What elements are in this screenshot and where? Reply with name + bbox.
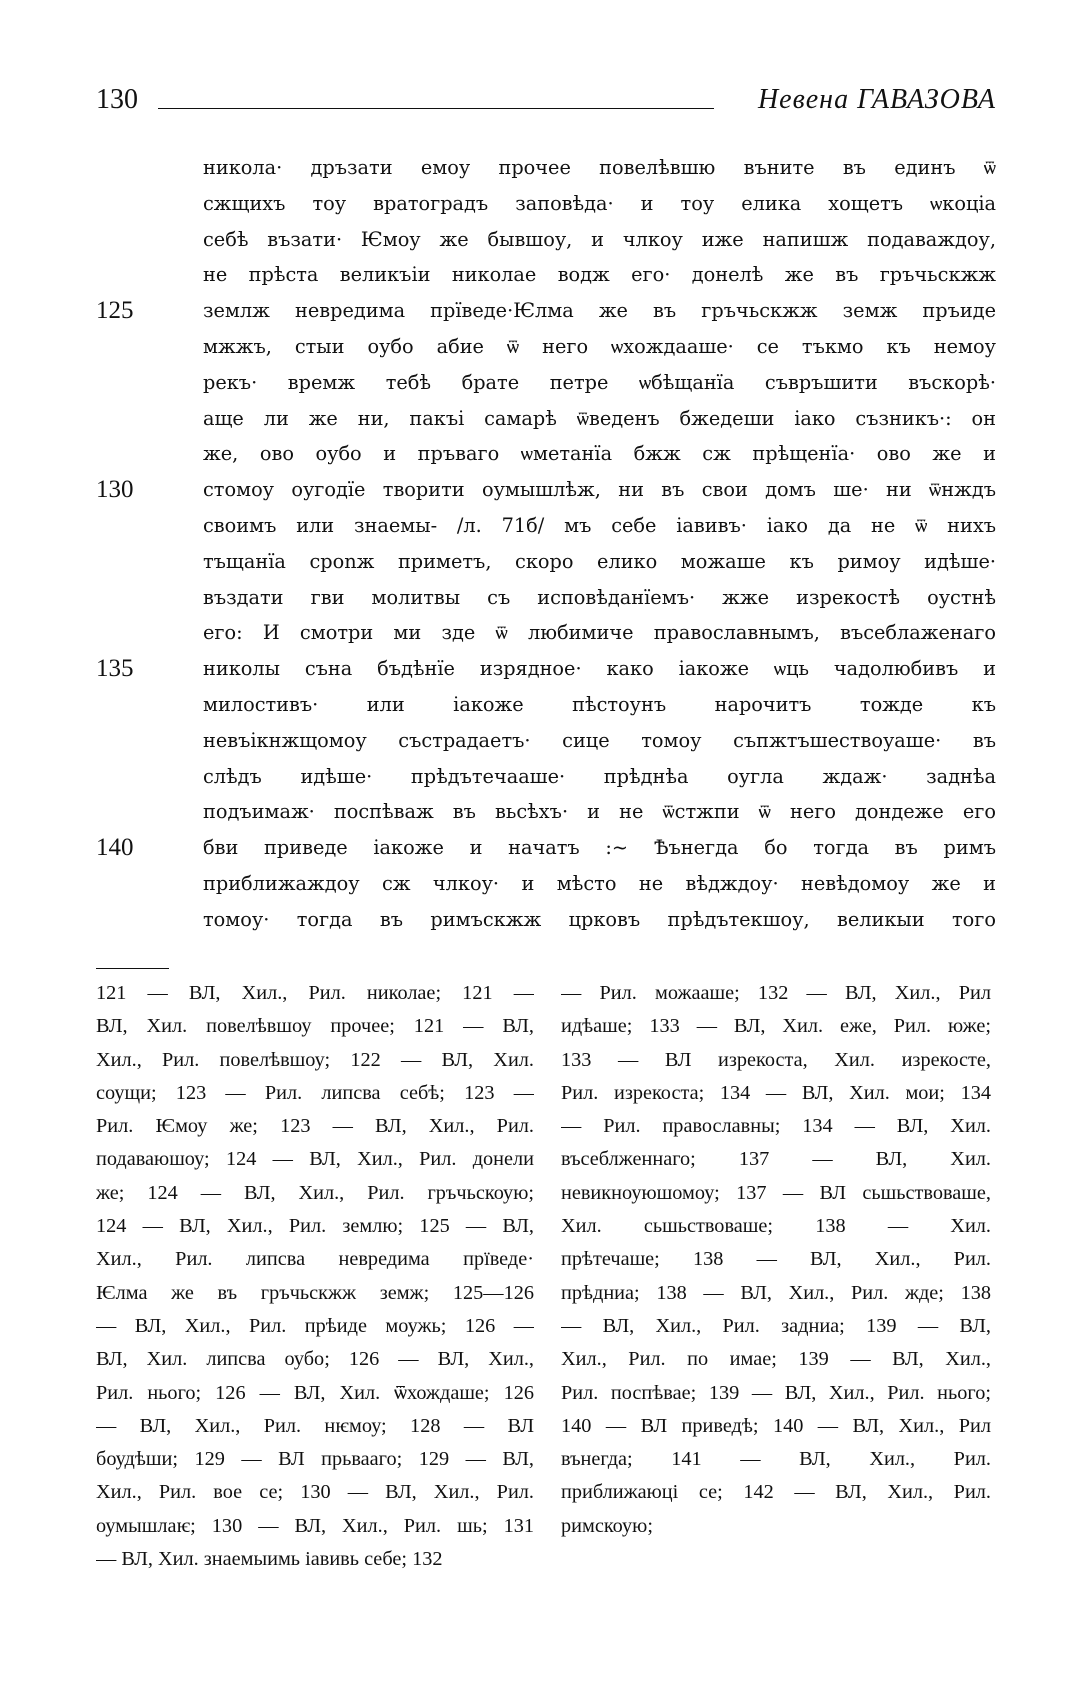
line-text: слѣдъ идѣше· прѣдътечааше· прѣднѣа оугла ждаж· заднѣа [203, 764, 996, 788]
text-line [96, 830, 996, 866]
footnote-line: 121 — ВЛ, Хил., Рил. николае; 121 — [96, 982, 534, 1004]
line-text: бви приведе іакоже и начатъ :~ Ѣънегда бо тогда въ римъ [203, 836, 996, 860]
page-number: 130 [96, 84, 138, 115]
page-header [96, 84, 996, 124]
text-line [96, 902, 996, 938]
footnote-line: Хил., Рил. вое се; 130 — ВЛ, Хил., Рил. [96, 1481, 534, 1504]
footnote-line: Рил. Ѥмоу же; 123 — ВЛ, Хил., Рил. [96, 1115, 534, 1138]
main-text [96, 150, 996, 938]
footnote-line: — ВЛ, Хил., Рил. нѥмоу; 128 — ВЛ [96, 1414, 534, 1437]
line-text: его: И смотри ми зде ѿ любимиче православнымъ, въсеблаженаго [203, 621, 996, 645]
text-line [96, 723, 996, 759]
footnote-rule [96, 968, 169, 969]
text-line [96, 222, 996, 258]
line-text: сжщихъ тоу вратоградъ заповѣда· и тоу елика хощетъ ѡкоціа [203, 191, 996, 215]
footnote-line: Хил., Рил. по имае; 139 — ВЛ, Хил., [561, 1348, 991, 1371]
footnote-line: Рил. изрекоста; 134 — ВЛ, Хил. мои; 134 [561, 1081, 991, 1104]
line-text: подъимаж· поспѣваж въ вьсѣхъ· и не ѿстжпи ѿ него дондеже его [203, 800, 996, 824]
footnote-line: — Рил. можааше; 132 — ВЛ, Хил., Рил [561, 982, 991, 1004]
footnote-line: 140 — ВЛ приведѣ; 140 — ВЛ, Хил., Рил [561, 1414, 991, 1437]
footnote-line: Хил. сьшьствоваше; 138 — Хил. [561, 1215, 991, 1238]
text-line [96, 544, 996, 580]
line-text: себѣ възати· Ѥмоу же бывшоу, и члкоу иже напишж подаваждоу, [203, 227, 996, 251]
footnote-line: Рил. поспѣвае; 139 — ВЛ, Хил., Рил. нього; [561, 1381, 991, 1404]
line-number: 125 [96, 297, 134, 325]
footnote-line: ВЛ, Хил. липсва оубо; 126 — ВЛ, Хил., [96, 1348, 534, 1371]
footnote-line: идѣаше; 133 — ВЛ, Хил. еже, Рил. юже; [561, 1015, 991, 1038]
footnote-line: Ѥлма же въ гръчьскжж земж; 125—126 [96, 1281, 534, 1304]
footnote-line: прѣдниа; 138 — ВЛ, Хил., Рил. жде; 138 [561, 1281, 991, 1304]
line-text: стомоу оугодїе творити оумышлѣж, ни въ свои домъ ше· ни ѿнждъ [203, 478, 996, 502]
text-line [96, 759, 996, 795]
running-author: Невена ГАВАЗОВА [757, 84, 996, 115]
footnote-line: Хил., Рил. липсва невредима прїведе· [96, 1248, 534, 1271]
footnotes-right-column [561, 977, 991, 1543]
line-text: землж невредима прїведе·Ѥлма же въ гръчьскжж земж пръиде [203, 299, 996, 323]
text-line [96, 508, 996, 544]
footnote-line: невикноуюшомоу; 137 — ВЛ сьшьствоваше, [561, 1181, 991, 1204]
line-text: томоу· тогда въ римъскжж црковъ прѣдътекшоу, великыи того [203, 907, 996, 931]
text-line [96, 401, 996, 437]
text-line [96, 186, 996, 222]
footnote-line: же; 124 — ВЛ, Хил., Рил. гръчьскоую; [96, 1181, 534, 1204]
footnote-line: приближаюці се; 142 — ВЛ, Хил., Рил. [561, 1481, 991, 1504]
footnote-line: въсеблженнаго; 137 — ВЛ, Хил. [561, 1148, 991, 1171]
line-text: невъікнжщомоу състрадаетъ· сице томоу съпжтъшествоуаше· въ [203, 728, 996, 752]
line-text: тъщанїа сponж приметъ, скоро елико можаше къ римоу идѣше· [203, 549, 996, 573]
text-line [96, 651, 996, 687]
line-number: 130 [96, 476, 134, 504]
text-line [96, 794, 996, 830]
footnotes-left-column [96, 977, 534, 1576]
footnote-line: 133 — ВЛ изрекоста, Хил. изрекосте, [561, 1048, 991, 1071]
line-text: рекъ· времж тебѣ брате петре ѡбѣщанїа съвръшити въскорѣ· [203, 370, 996, 394]
text-line [96, 866, 996, 902]
footnote-line: соущи; 123 — Рил. липсва себѣ; 123 — [96, 1081, 534, 1104]
line-text: николы съна бъдѣнїе изрядное· како іакоже ѡць чадолюбивъ и [203, 657, 996, 681]
line-text: мжжъ, стыи оубо абие ѿ него ѡхождааше· се тъкмо къ немоу [203, 334, 996, 358]
footnote-line: 124 — ВЛ, Хил., Рил. землю; 125 — ВЛ, [96, 1215, 534, 1238]
footnote-line: боудѣши; 129 — ВЛ прьвааго; 129 — ВЛ, [96, 1448, 534, 1471]
text-line [96, 365, 996, 401]
text-line [96, 329, 996, 365]
text-line [96, 293, 996, 329]
line-text: приближаждоу сж члкоу· и мѣсто не вѣдждоу· невѣдомоу же и [203, 871, 996, 895]
footnote-line: римскоую; [561, 1514, 653, 1537]
line-number: 135 [96, 655, 134, 683]
text-line [96, 687, 996, 723]
text-line [96, 615, 996, 651]
footnote-line: Рил. нього; 126 — ВЛ, Хил. ѿхождаше; 126 [96, 1381, 534, 1404]
line-text: же, ово оубо и пръваго ѡметанїа бжж сж прѣщенїа· ово же и [203, 442, 996, 466]
line-text: въздати гви молитвы съ исповѣданїемъ· жже изрекостѣ оустнѣ [203, 585, 996, 609]
footnote-line: прѣтечаше; 138 — ВЛ, Хил., Рил. [561, 1248, 991, 1271]
footnote-line: — ВЛ, Хил., Рил. задниа; 139 — ВЛ, [561, 1314, 991, 1337]
text-line [96, 580, 996, 616]
footnote-line: оумышлаѥ; 130 — ВЛ, Хил., Рил. шь; 131 [96, 1514, 534, 1537]
text-line [96, 472, 996, 508]
line-text: своимъ или знаемы- /л. 71б/ мъ себе іавивъ· іако да не ѿ нихъ [203, 513, 996, 537]
text-line [96, 150, 996, 186]
line-number: 140 [96, 834, 134, 862]
line-text: никола· дръзати емоу прочее повелѣвшю въните въ единъ ѿ [203, 156, 996, 179]
text-line [96, 257, 996, 293]
footnote-line: Хил., Рил. повелѣвшоу; 122 — ВЛ, Хил. [96, 1048, 534, 1071]
footnote-line: ВЛ, Хил. повелѣвшоу прочее; 121 — ВЛ, [96, 1015, 534, 1038]
line-text: аще ли же ни, пакъі самарѣ ѿведенъ бжедеши іако съзникъ·: он [203, 406, 996, 430]
footnote-line: — Рил. православны; 134 — ВЛ, Хил. [561, 1115, 991, 1138]
footnote-line: — ВЛ, Хил. знаемыимь іавивь себе; 132 [96, 1548, 443, 1571]
header-rule [158, 108, 714, 109]
line-text: милостивъ· или іакоже пѣстоунъ нарочитъ тожде къ [203, 692, 996, 716]
footnote-line: — ВЛ, Хил., Рил. прѣиде моужь; 126 — [96, 1314, 534, 1337]
line-text: не прѣста великъіи николае водж его· донелѣ же въ гръчьскжж [203, 263, 996, 287]
footnote-line: подаваюшоу; 124 — ВЛ, Хил., Рил. донели [96, 1148, 534, 1171]
footnote-line: вънегда; 141 — ВЛ, Хил., Рил. [561, 1448, 991, 1471]
text-line [96, 436, 996, 472]
